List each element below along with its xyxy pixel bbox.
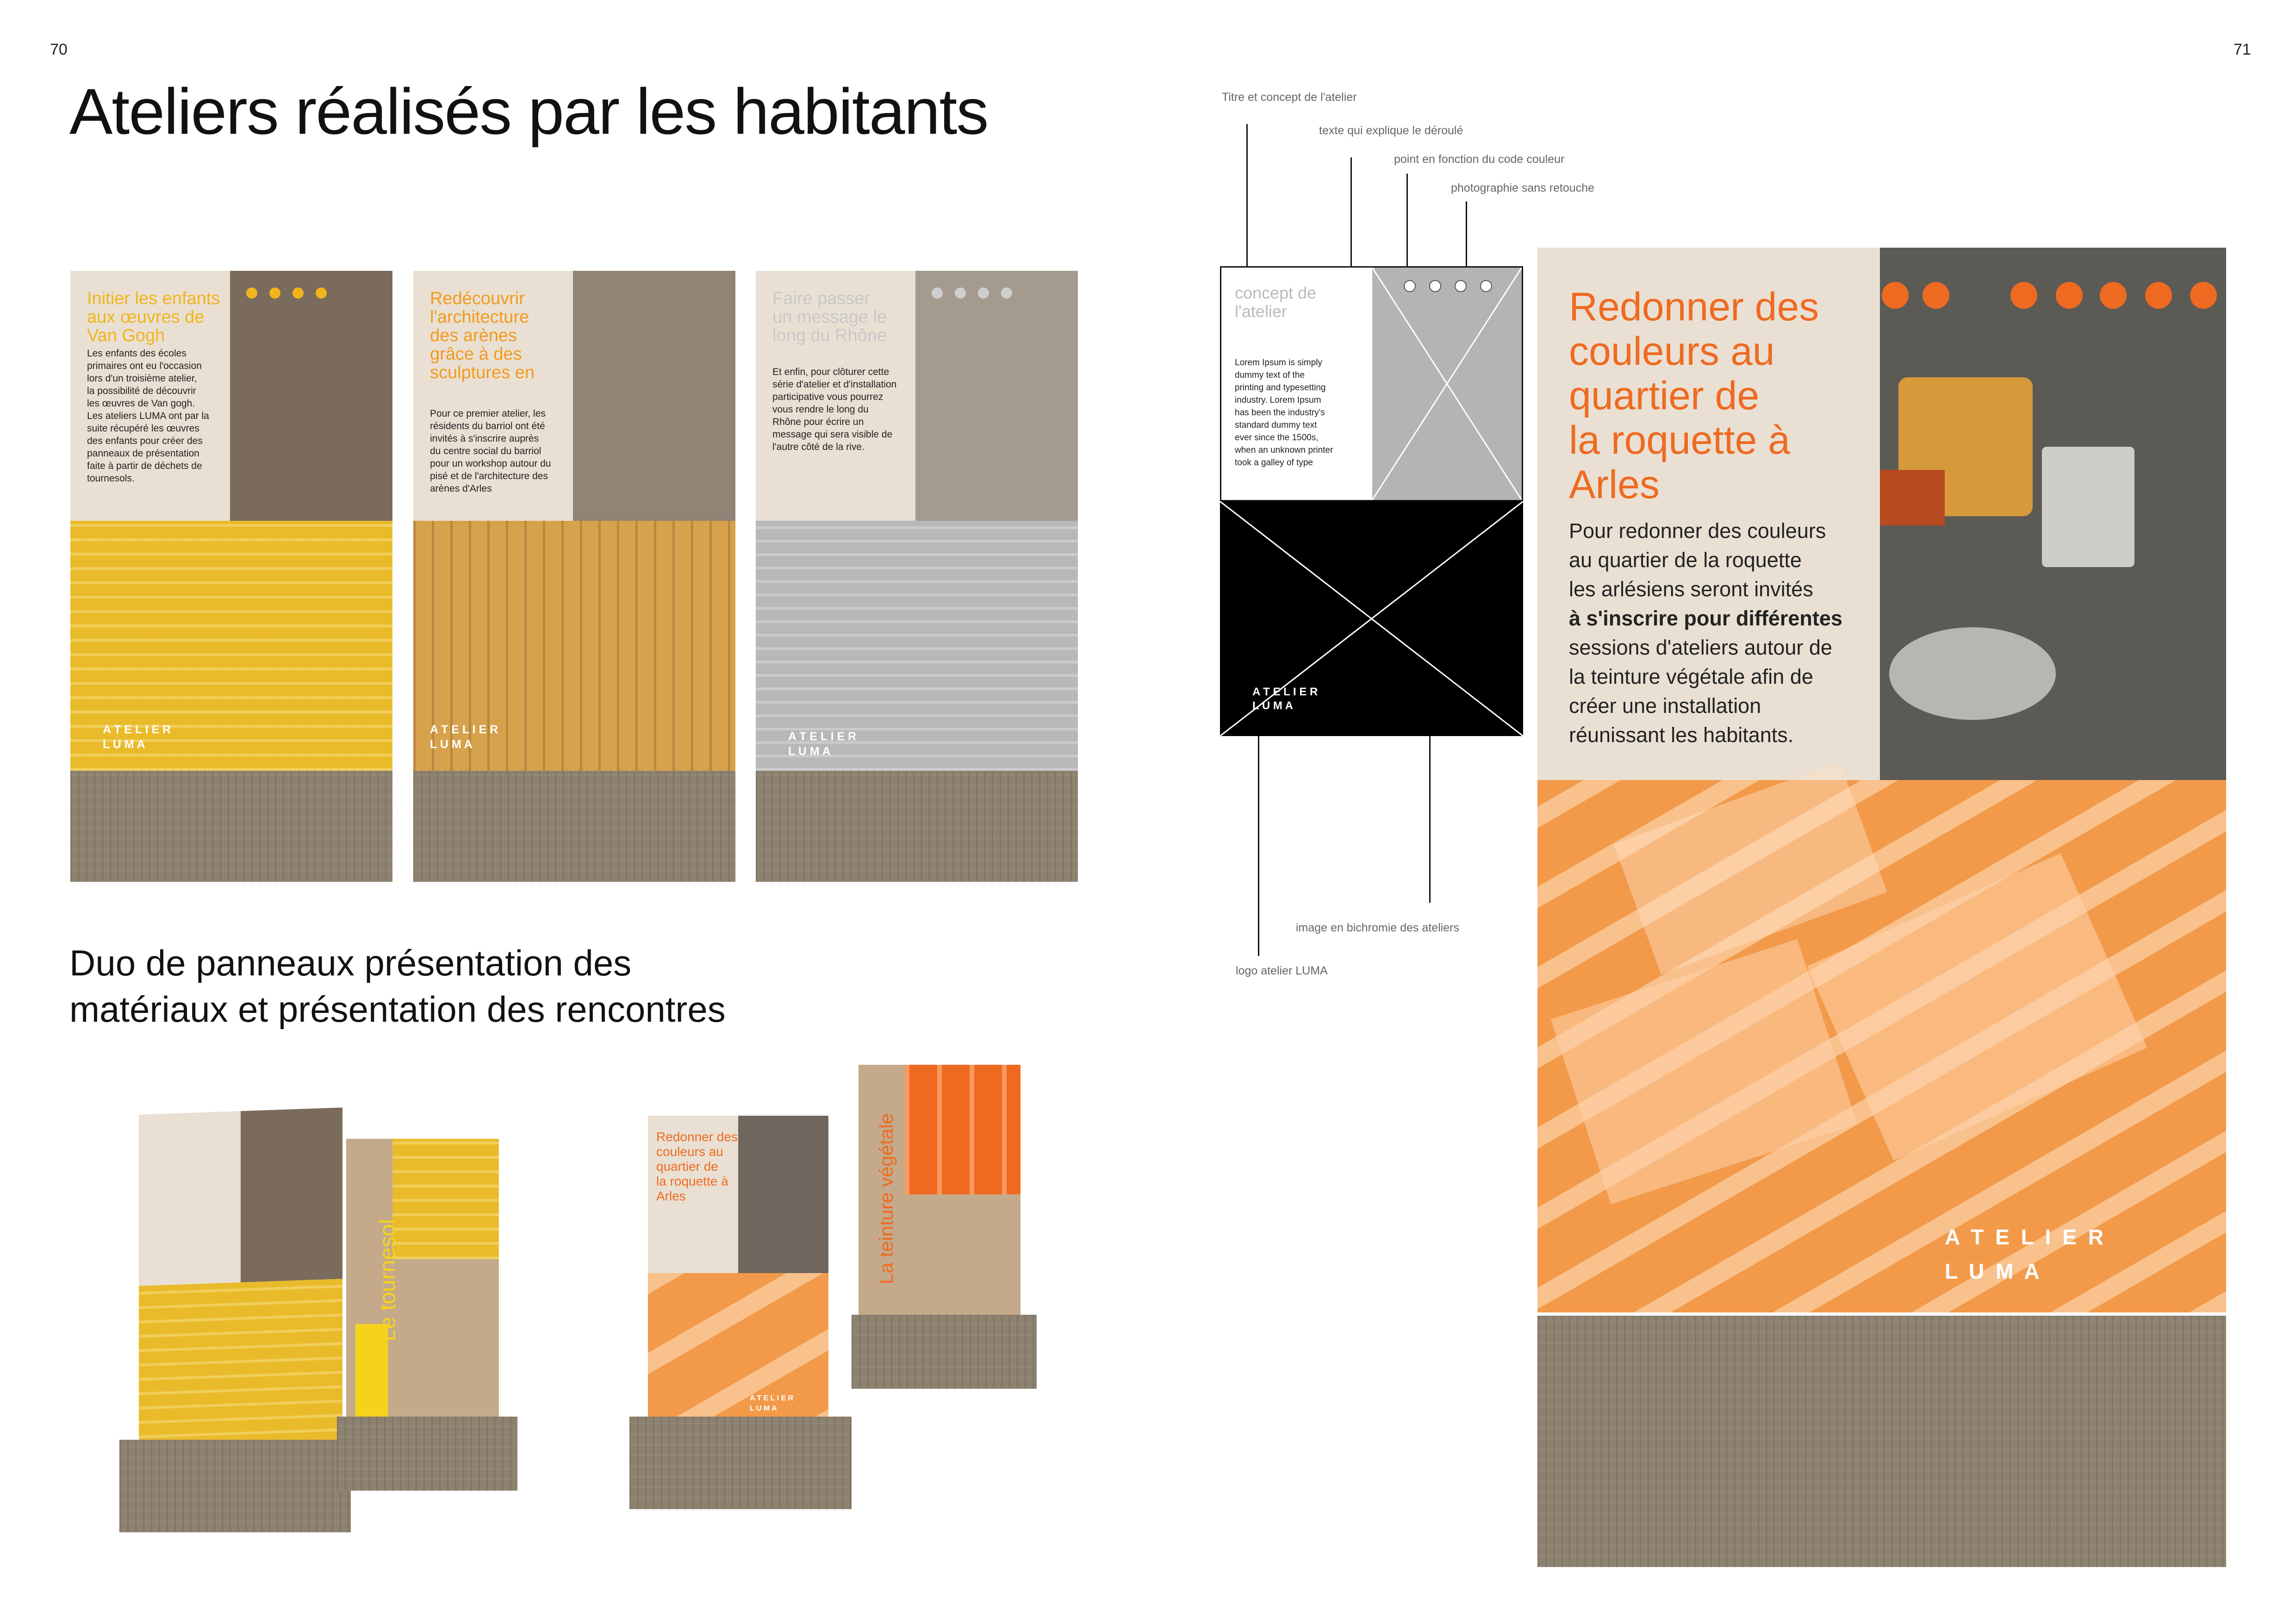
wireframe-lorem: Lorem Ipsum is simply dummy text of the printing and typesetting industry. Lorem Ipsum has been the industry's standard dummy text ever since the 1500s, when an unknown printer took a galley of type <box>1235 358 1333 468</box>
panel-title: Faire passer un message le long du Rhône <box>772 289 887 345</box>
big-panel-title: Redonner des couleurs au quartier de la roquette à Arles <box>1569 285 1819 507</box>
mockup-stone-base <box>119 1440 351 1532</box>
mockup-orange-front <box>648 1116 828 1430</box>
section-subtitle: Duo de panneaux présentation des matériaux et présentation des rencontres <box>69 943 726 1030</box>
pointer-line <box>1258 736 1259 956</box>
annotation-title-concept: Titre et concept de l'atelier <box>1222 91 1357 104</box>
wireframe-photo-placeholder <box>1372 268 1522 500</box>
atelier-luma-logo: A T E L I E R L U M A <box>103 723 171 751</box>
panel-stone-base <box>413 771 735 882</box>
big-panel-bichromie-image <box>1537 780 2226 1312</box>
big-panel-body-bold: à s'inscrire pour différentes <box>1569 606 1842 630</box>
annotation-photo: photographie sans retouche <box>1451 181 1594 194</box>
page-title: Ateliers réalisés par les habitants <box>69 75 988 148</box>
mockup-yellow-front <box>139 1107 342 1452</box>
mockup-vertical-title: Le tournesol <box>375 1219 400 1342</box>
mockup-stone-base <box>629 1417 852 1509</box>
panel-photo <box>915 271 1078 521</box>
mockup-vertical-title: La teinture végétale <box>875 1113 897 1284</box>
page-number-left: 70 <box>50 41 68 58</box>
annotation-logo: logo atelier LUMA <box>1236 964 1328 977</box>
annotation-text-explains: texte qui explique le déroulé <box>1319 124 1463 137</box>
big-panel-body <box>1569 516 1842 750</box>
big-panel-body-2: sessions d'ateliers autour de la teinture végétale afin de créer une installation réunissant les habitants. <box>1569 636 1832 747</box>
panel-van-gogh <box>70 271 392 882</box>
wireframe-panel <box>1220 266 1523 736</box>
page-number-right: 71 <box>2234 41 2251 58</box>
panel-stone-base <box>756 771 1078 882</box>
mockup-stone-base <box>337 1417 517 1491</box>
mockup-stone-base <box>852 1315 1037 1389</box>
big-panel-logo: A T E L I E R L U M A <box>1945 1225 2106 1283</box>
panel-title: Redécouvrir l'architecture des arènes grâce à des sculptures en <box>430 289 535 382</box>
panel-photo <box>230 271 392 521</box>
pointer-line <box>1429 736 1431 903</box>
panel-stone-base <box>70 771 392 882</box>
panel-photo <box>573 271 735 521</box>
panel-body: Les enfants des écoles primaires ont eu l'occasion lors d'un troisième atelier, la possibilité de découvrir les œuvres de Van gogh. Les ateliers LUMA ont par la suite récupéré les œuvres des enfants pour créer des panneaux de présentation faite à partir de déchets de tournesols. <box>87 348 209 484</box>
panel-body: Et enfin, pour clôturer cette série d'atelier et d'installation participative vous pourrez vous rendre le long du Rhône pour écrire un message qui sera visible de l'autre côté de la rive. <box>772 367 897 452</box>
wireframe-logo: A T E L I E R L U M A <box>1252 686 1318 712</box>
big-panel-stone-base <box>1537 1316 2226 1567</box>
big-panel <box>1537 248 2226 1567</box>
mockup-orange-back <box>859 1065 1020 1343</box>
annotation-dots: point en fonction du code couleur <box>1394 153 1565 166</box>
atelier-luma-logo: A T E L I E R L U M A <box>788 730 857 758</box>
big-panel-body-1: Pour redonner des couleurs au quartier de la roquette les arlésiens seront invités <box>1569 519 1826 601</box>
panel-body: Pour ce premier atelier, les résidents du barriol ont été invités à s'inscrire auprès du centre social du barriol pour un workshop autour du pisé et de l'architecture des arènes d'Arles <box>430 408 551 494</box>
panel-rhone <box>756 271 1078 882</box>
mockup-orange-title: Redonner des couleurs au quartier de la roquette à Arles <box>656 1130 738 1203</box>
pointer-line <box>1246 124 1248 281</box>
panel-title: Initier les enfants aux œuvres de Van Gogh <box>87 289 220 345</box>
atelier-luma-logo: A T E L I E R L U M A <box>750 1394 794 1412</box>
atelier-luma-logo: A T E L I E R L U M A <box>430 723 498 751</box>
wireframe-heading: concept de l'atelier <box>1235 283 1317 321</box>
panel-arenes <box>413 271 735 882</box>
big-panel-photo <box>1880 248 2226 780</box>
annotation-bichromie: image en bichromie des ateliers <box>1296 921 1459 934</box>
